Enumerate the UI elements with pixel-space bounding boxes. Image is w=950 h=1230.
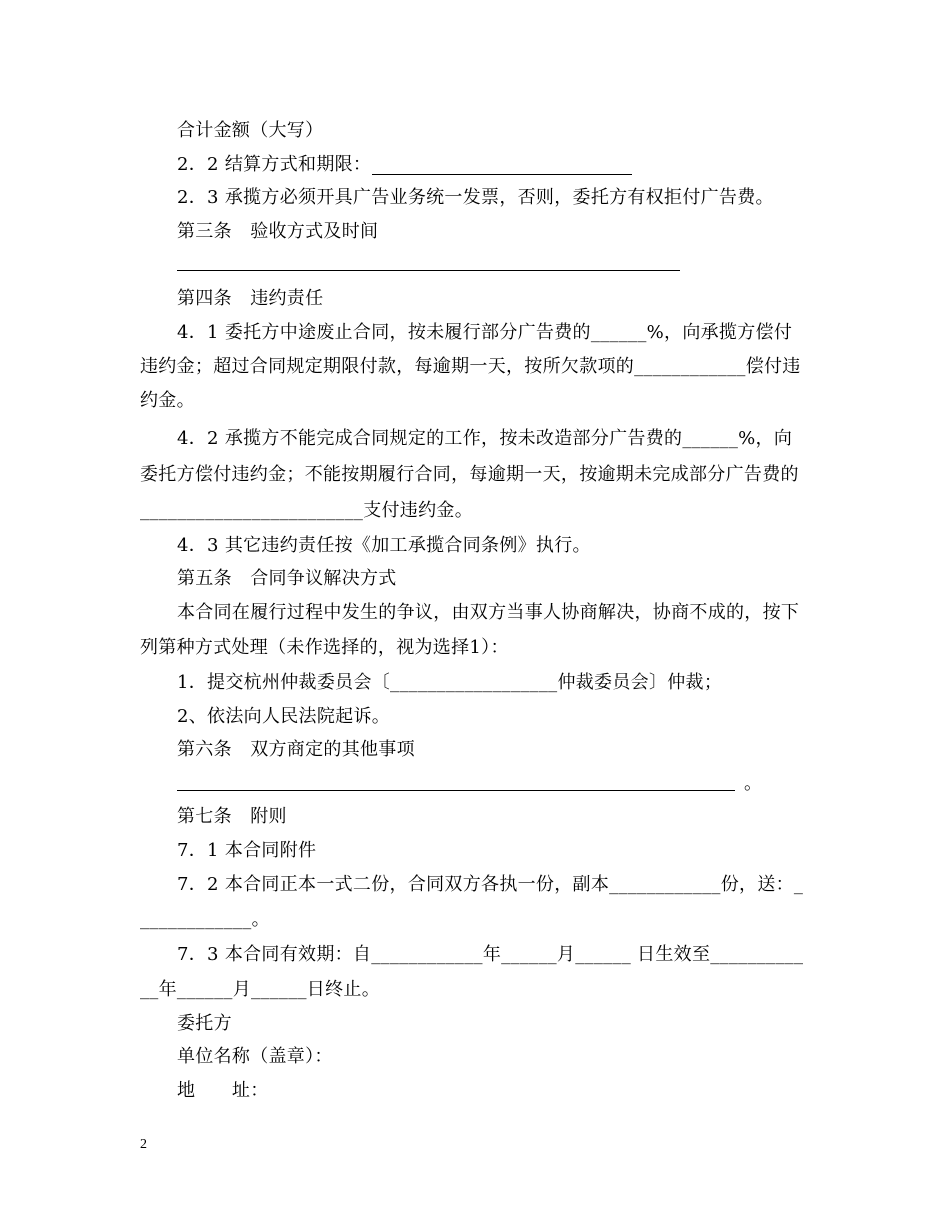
clause-7-2-line-2: ____________。	[140, 909, 270, 930]
dispute-paragraph-line-1: 本合同在履行过程中发生的争议，由双方当事人协商解决，协商不成的，按下	[177, 602, 800, 623]
article-3-blank-rule	[177, 270, 680, 271]
page-number: 2	[140, 1137, 147, 1152]
invoice-clause-line: 2．3 承揽方必须开具广告业务统一发票，否则，委托方有权拒付广告费。	[177, 187, 774, 208]
clause-7-2-line-1: 7．2 本合同正本一式二份，合同双方各执一份，副本____________份，送：_	[177, 874, 804, 895]
address-label: 地 址：	[177, 1080, 269, 1101]
dispute-option-2: 2、依法向人民法院起诉。	[177, 706, 391, 727]
unit-name-label: 单位名称（盖章）：	[177, 1046, 333, 1067]
settlement-blank-rule	[372, 174, 632, 175]
article-6-heading: 第六条 双方商定的其他事项	[177, 739, 415, 760]
clause-4-1-line-2: 违约金；超过合同规定期限付款，每逾期一天，按所欠款项的____________偿付违	[140, 356, 801, 377]
dispute-paragraph-line-2: 列第种方式处理（未作选择的，视为选择1）：	[140, 637, 509, 658]
clause-4-2-line-1: 4．2 承揽方不能完成合同规定的工作，按未改造部分广告费的______%，向	[177, 428, 793, 449]
article-3-heading: 第三条 验收方式及时间	[177, 221, 379, 242]
article-6-period: 。	[744, 773, 763, 794]
clause-4-1-line-3: 约金。	[140, 390, 195, 411]
total-amount-line: 合计金额（大写）	[177, 120, 324, 141]
clause-4-1-line-1: 4．1 委托方中途废止合同，按未履行部分广告费的______%，向承揽方偿付	[177, 322, 793, 343]
dispute-option-1: 1．提交杭州仲裁委员会〔__________________仲裁委员会〕仲裁；	[177, 672, 723, 693]
article-4-heading: 第四条 违约责任	[177, 288, 324, 309]
clause-7-3-line-2: __年______月______日终止。	[140, 979, 380, 1000]
clause-7-3-line-1: 7．3 本合同有效期：自____________年______月______ 日生效至__________	[177, 944, 804, 965]
settlement-method-line: 2．2 结算方式和期限：	[177, 154, 372, 175]
clause-4-3-line: 4．3 其它违约责任按《加工承揽合同条例》执行。	[177, 535, 591, 556]
article-7-heading: 第七条 附则	[177, 806, 287, 827]
article-5-heading: 第五条 合同争议解决方式	[177, 568, 397, 589]
clause-4-2-line-3: ________________________支付违约金。	[140, 500, 473, 521]
clause-4-2-line-2: 委托方偿付违约金；不能按期履行合同，每逾期一天，按逾期未完成部分广告费的	[140, 464, 799, 485]
article-6-blank-rule	[177, 790, 735, 791]
clause-7-1-line: 7．1 本合同附件	[177, 840, 317, 861]
principal-label: 委托方	[177, 1013, 232, 1034]
